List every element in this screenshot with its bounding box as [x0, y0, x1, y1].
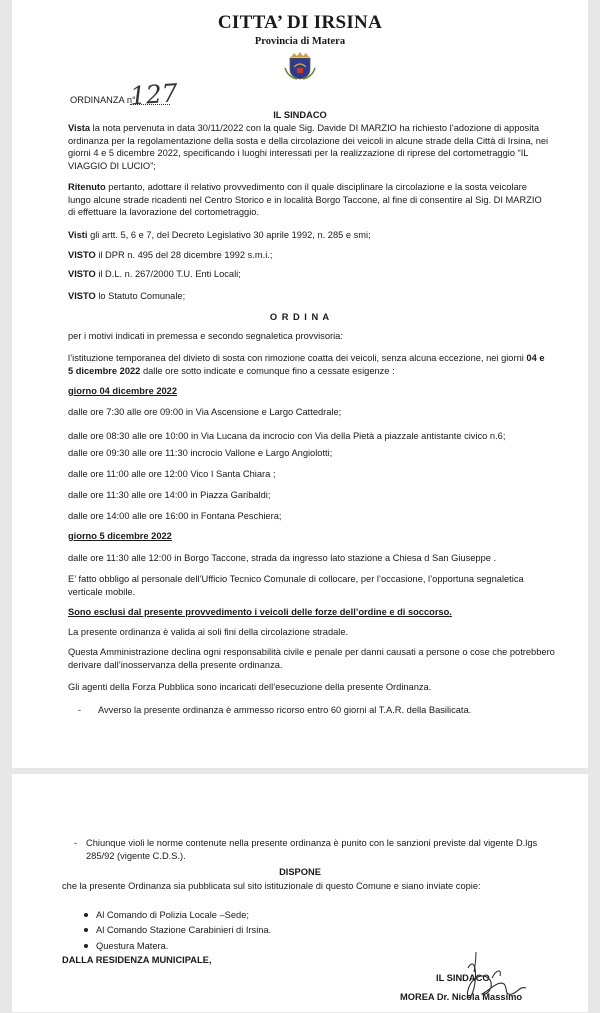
city-title: CITTA’ DI IRSINA — [217, 12, 383, 33]
day1-item: dalle ore 7:30 alle ore 09:00 in Via Ascensione e Largo Cattedrale; — [68, 407, 342, 417]
day1-item: dalle ore 09:30 alle ore 11:30 incrocio Vallone e Largo Angiolotti; — [68, 448, 333, 458]
vista-keyword: Vista — [68, 123, 91, 133]
recipient-item — [84, 924, 544, 937]
visti-keyword: Visti — [68, 230, 88, 240]
intro-text-b: dalle ore sotto indicate e comunque fino a cessate esigenze : — [142, 365, 395, 376]
appeal-dash: - — [78, 705, 82, 715]
day1-item: dalle ore 14:00 alle ore 16:00 in Fontana Peschiera; — [68, 511, 282, 521]
recipient-item — [84, 909, 544, 922]
visti-text: gli artt. 5, 6 e 7, del Decreto Legislativo 30 aprile 1992, n. 285 e smi; — [90, 230, 371, 240]
exclusion-text: Sono esclusi dal presente provvedimento i veicoli delle forze dell’ordine e di soccorso. — [68, 607, 452, 617]
validity-text: La presente ordinanza è valida ai soli fini della circolazione stradale. — [68, 627, 349, 637]
vista-text: la nota pervenuta in data 30/11/2022 con la quale Sig. Davide DI MARZIO ha richiesto l’adozione di apposita ordinanza per la regolamentazione della sosta e della circolazione dei veicoli in alcune strade della Città di Irsina, nei giorni 4 e 5 dicembre 2022, specificando i luoghi interessati per la realizzazione di riprese del cortometraggio “IL VIAGGIO DI LUCIO”; — [68, 123, 549, 171]
day1-heading: giorno 04 dicembre 2022 — [68, 386, 178, 396]
ordinance-number: 127 — [129, 78, 179, 111]
bullet-icon — [84, 944, 88, 948]
mayor-heading: IL SINDACO — [273, 110, 327, 120]
day2-heading: giorno 5 dicembre 2022 — [68, 531, 172, 541]
document-page-2 — [12, 774, 588, 1012]
visto-statuto-line — [68, 290, 550, 303]
dispone-heading: DISPONE — [279, 867, 321, 877]
motivation-text: per i motivi indicati in premessa e secondo segnaletica provvisoria: — [68, 331, 343, 341]
liability-text: Questa Amministrazione declina ogni responsabilità civile e penale per danni causati a persone o cose che potrebbero derivare dall’inosservanza della presente ordinanza. — [68, 647, 555, 670]
recipient-label: Al Comando Stazione Carabinieri di Irsina. — [96, 925, 272, 935]
visto-keyword: VISTO — [68, 291, 96, 301]
visto-dl-text: il D.L. n. 267/2000 T.U. Enti Locali; — [98, 269, 241, 279]
ordina-intro — [68, 352, 550, 377]
sanction-dash: - — [74, 838, 78, 848]
coat-of-arms-emblem — [282, 52, 318, 80]
handwritten-signature — [432, 950, 552, 1008]
bullet-icon — [84, 928, 88, 932]
intro-text-a: l’istituzione temporanea del divieto di sosta con rimozione coatta dei veicoli, senza alcuna eccezione, nei giorni — [68, 353, 524, 363]
province-subtitle: Provincia di Matera — [254, 36, 346, 47]
day1-item: dalle ore 11:00 alle ore 12:00 Vico I Santa Chiara ; — [68, 469, 276, 479]
agents-text: Gli agenti della Forza Pubblica sono incaricati dell’esecuzione della presente Ordinanza. — [68, 682, 432, 692]
visto-dl-line — [68, 268, 550, 281]
document-page-1 — [12, 0, 588, 768]
recipient-label: Al Comando di Polizia Locale –Sede; — [96, 910, 249, 920]
signature-name: MOREA Dr. Nicola Massimo — [400, 992, 523, 1002]
day1-item: dalle ore 11:30 alle ore 14:00 in Piazza Garibaldi; — [68, 490, 271, 500]
number-underline — [130, 104, 170, 105]
sanction-text: Chiunque violi le norme contenute nella presente ordinanza è punito con le sanzioni previste dal vigente D.lgs 285/92 (vigente C.D.S.). — [86, 838, 538, 861]
vista-paragraph — [68, 122, 550, 172]
day1-item: dalle ore 08:30 alle ore 10:00 in Via Lucana da incrocio con Via della Pietà a piazzale antistante civico n.6; — [68, 431, 506, 441]
visto-keyword: VISTO — [68, 269, 96, 279]
visto-statuto-text: lo Statuto Comunale; — [98, 291, 186, 301]
day2-item: dalle ore 11:30 alle 12:00 in Borgo Taccone, strada da ingresso lato stazione a Chiesa d San Giuseppe . — [68, 553, 497, 563]
residence-text: DALLA RESIDENZA MUNICIPALE, — [62, 955, 212, 965]
visti-line — [68, 229, 550, 242]
visto-dpr-line — [68, 249, 550, 262]
appeal-text: Avverso la presente ordinanza è ammesso ricorso entro 60 giorni al T.A.R. della Basilicata. — [98, 705, 472, 715]
signature-title: IL SINDACO — [436, 973, 490, 983]
ritenuto-text: pertanto, adottare il relativo provvedimento con il quale disciplinare la circolazione e la sosta veicolare lungo alcune strade ricadenti nel Centro Storico e in località Borgo Taccone, al fine di consentire al Sig. DI MARZIO di effettuare la lavorazione del cortometraggio. — [68, 182, 542, 218]
recipient-label: Questura Matera. — [96, 941, 169, 951]
ritenuto-keyword: Ritenuto — [68, 182, 106, 192]
bullet-icon — [84, 913, 88, 917]
visto-keyword: VISTO — [68, 250, 96, 260]
intro-days: 04 e 5 dicembre 2022 — [68, 353, 545, 376]
ordinance-label: ORDINANZA n° — [70, 95, 136, 105]
obligation-text: E’ fatto obbligo al personale dell’Ufficio Tecnico Comunale di collocare, per l’occasione, l’opportuna segnaletica verticale mobile. — [68, 574, 524, 597]
ritenuto-paragraph — [68, 181, 550, 219]
dispone-text: che la presente Ordinanza sia pubblicata sul sito istituzionale di questo Comune e siano inviate copie: — [62, 881, 481, 891]
ordina-heading: O R D I N A — [269, 312, 331, 322]
visto-dpr-text: il DPR n. 495 del 28 dicembre 1992 s.m.i.; — [98, 250, 273, 260]
